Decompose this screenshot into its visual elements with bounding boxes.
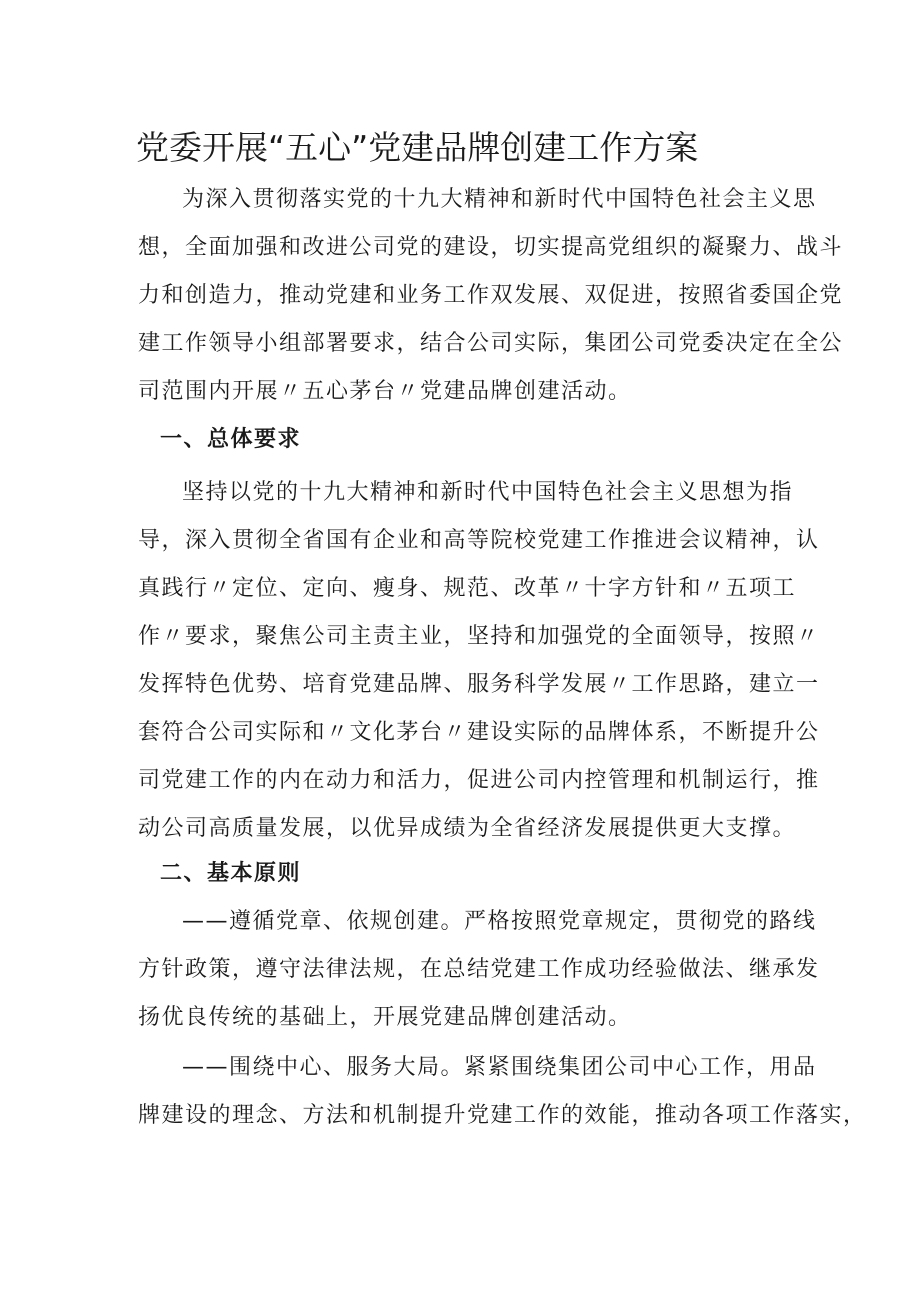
paragraph-line: 作〃要求，聚焦公司主责主业，坚持和加强党的全面领导，按照〃 [138,624,820,649]
paragraph-line: 为深入贯彻落实党的十九大精神和新时代中国特色社会主义思 [182,187,817,212]
principle-paragraph [138,1044,867,1140]
paragraph-line: 建工作领导小组部署要求，结合公司实际，集团公司党委决定在全公 [138,331,844,356]
paragraph-line: ——遵循党章、依规创建。严格按照党章规定，贯彻党的路线 [182,909,817,934]
paragraph-line: 司党建工作的内在动力和活力，促进公司内控管理和机制运行，推 [138,768,820,793]
paragraph-line: 方针政策，遵守法律法规，在总结党建工作成功经验做法、继承发 [138,957,820,982]
paragraph-line: 套符合公司实际和〃文化茅台〃建设实际的品牌体系，不断提升公 [138,720,820,745]
paragraph-line: 发挥特色优势、培育党建品牌、服务科学发展〃工作思路，建立一 [138,672,820,697]
paragraph-line: 动公司高质量发展，以优异成绩为全省经济发展提供更大支撑。 [138,816,797,841]
paragraph-line: 力和创造力，推动党建和业务工作双发展、双促进，按照省委国企党 [138,283,844,308]
intro-paragraph [138,176,844,416]
section-heading-general-requirements: 一、总体要求 [160,427,302,452]
paragraph-line: 坚持以党的十九大精神和新时代中国特色社会主义思想为指 [182,480,794,505]
general-requirements-paragraph [138,469,820,853]
paragraph-line: 导，深入贯彻全省国有企业和高等院校党建工作推进会议精神，认 [138,528,820,553]
paragraph-line: 扬优良传统的基础上，开展党建品牌创建活动。 [138,1005,632,1030]
paragraph-line: 真践行〃定位、定向、瘦身、规范、改革〃十字方针和〃五项工 [138,576,797,601]
paragraph-line: ——围绕中心、服务大局。紧紧围绕集团公司中心工作，用品 [182,1055,817,1080]
section-heading-basic-principles: 二、基本原则 [160,861,302,886]
paragraph-line: 司范围内开展〃五心茅台〃党建品牌创建活动。 [138,379,632,404]
paragraph-line: 牌建设的理念、方法和机制提升党建工作的效能，推动各项工作落实， [138,1103,867,1128]
document-title: 党委开展“五心”党建品牌创建工作方案 [136,128,699,167]
paragraph-line: 想，全面加强和改进公司党的建设，切实提高党组织的凝聚力、战斗 [138,235,844,260]
principle-paragraph [138,898,820,1042]
